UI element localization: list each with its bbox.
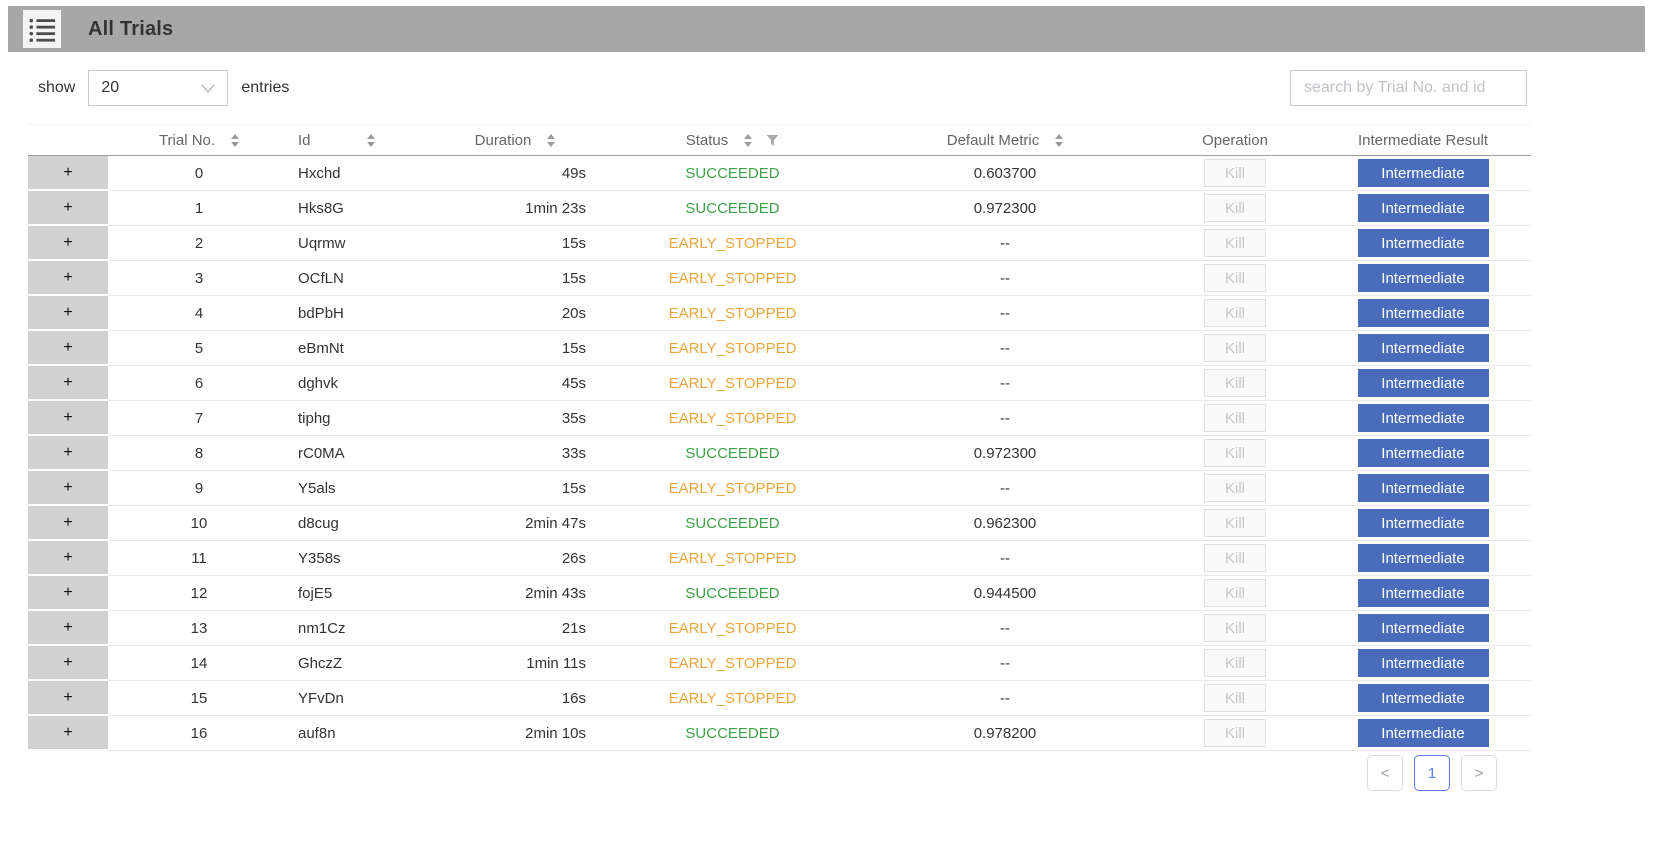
table-row xyxy=(28,366,1531,401)
status-badge: EARLY_STOPPED xyxy=(610,261,855,296)
header-trial-no xyxy=(108,124,290,156)
header-id xyxy=(290,124,420,156)
default-metric-cell: 0.944500 xyxy=(855,576,1155,611)
duration-cell: 15s xyxy=(420,471,610,506)
duration-cell: 45s xyxy=(420,366,610,401)
expand-button[interactable]: + xyxy=(28,716,108,751)
trial-id-cell: Uqrmw xyxy=(290,226,420,261)
expand-button[interactable]: + xyxy=(28,436,108,471)
trials-table xyxy=(28,124,1531,751)
status-badge: SUCCEEDED xyxy=(610,156,855,191)
kill-button[interactable]: Kill xyxy=(1204,404,1266,432)
kill-button[interactable]: Kill xyxy=(1204,614,1266,642)
status-badge: SUCCEEDED xyxy=(610,716,855,751)
trial-id-cell: fojE5 xyxy=(290,576,420,611)
page-title: All Trials xyxy=(88,17,174,40)
expand-button[interactable]: + xyxy=(28,296,108,331)
show-label: show xyxy=(38,79,76,96)
duration-cell: 33s xyxy=(420,436,610,471)
default-metric-cell: -- xyxy=(855,611,1155,646)
status-badge: EARLY_STOPPED xyxy=(610,401,855,436)
trial-no-cell: 11 xyxy=(108,541,290,576)
intermediate-button[interactable]: Intermediate xyxy=(1358,544,1489,572)
kill-button[interactable]: Kill xyxy=(1204,264,1266,292)
expand-button[interactable]: + xyxy=(28,681,108,716)
default-metric-cell: -- xyxy=(855,366,1155,401)
trial-id-cell: d8cug xyxy=(290,506,420,541)
kill-button[interactable]: Kill xyxy=(1204,649,1266,677)
table-row xyxy=(28,191,1531,226)
expand-button[interactable]: + xyxy=(28,156,108,191)
kill-button[interactable]: Kill xyxy=(1204,684,1266,712)
expand-button[interactable]: + xyxy=(28,471,108,506)
title-bar xyxy=(8,6,1645,52)
header-expand xyxy=(28,124,108,156)
duration-cell: 15s xyxy=(420,331,610,366)
status-badge: SUCCEEDED xyxy=(610,576,855,611)
duration-cell: 15s xyxy=(420,261,610,296)
table-row xyxy=(28,611,1531,646)
header-intermediate-result-label: Intermediate Result xyxy=(1357,131,1489,149)
trial-no-cell: 3 xyxy=(108,261,290,296)
table-row xyxy=(28,646,1531,681)
default-metric-cell: -- xyxy=(855,226,1155,261)
default-metric-cell: -- xyxy=(855,681,1155,716)
header-operation-label: Operation xyxy=(1202,131,1268,149)
trial-no-cell: 4 xyxy=(108,296,290,331)
table-row xyxy=(28,401,1531,436)
status-badge: EARLY_STOPPED xyxy=(610,471,855,506)
kill-button[interactable]: Kill xyxy=(1204,509,1266,537)
trial-no-cell: 7 xyxy=(108,401,290,436)
header-duration-label: Duration xyxy=(474,131,532,149)
duration-cell: 35s xyxy=(420,401,610,436)
table-row xyxy=(28,436,1531,471)
duration-cell: 1min 23s xyxy=(420,191,610,226)
header-trial-no-label: Trial No. xyxy=(158,131,216,149)
list-icon xyxy=(23,10,61,48)
expand-button[interactable]: + xyxy=(28,576,108,611)
status-badge: EARLY_STOPPED xyxy=(610,296,855,331)
status-badge: SUCCEEDED xyxy=(610,191,855,226)
duration-cell: 20s xyxy=(420,296,610,331)
default-metric-cell: -- xyxy=(855,471,1155,506)
table-controls xyxy=(38,70,289,106)
trial-no-cell: 5 xyxy=(108,331,290,366)
trial-no-cell: 14 xyxy=(108,646,290,681)
intermediate-button[interactable]: Intermediate xyxy=(1358,439,1489,467)
intermediate-button[interactable]: Intermediate xyxy=(1358,684,1489,712)
kill-button[interactable]: Kill xyxy=(1204,474,1266,502)
status-badge: EARLY_STOPPED xyxy=(610,646,855,681)
default-metric-cell: 0.962300 xyxy=(855,506,1155,541)
sort-icon[interactable] xyxy=(547,134,555,147)
table-body xyxy=(28,156,1531,751)
table-row xyxy=(28,681,1531,716)
default-metric-cell: -- xyxy=(855,296,1155,331)
kill-button[interactable]: Kill xyxy=(1204,299,1266,327)
trial-id-cell: auf8n xyxy=(290,716,420,751)
search-input[interactable] xyxy=(1290,70,1527,106)
trial-no-cell: 9 xyxy=(108,471,290,506)
trial-id-cell: OCfLN xyxy=(290,261,420,296)
trial-no-cell: 2 xyxy=(108,226,290,261)
table-row xyxy=(28,331,1531,366)
expand-button[interactable]: + xyxy=(28,191,108,226)
entries-label: entries xyxy=(241,79,290,96)
trial-id-cell: YFvDn xyxy=(290,681,420,716)
intermediate-button[interactable]: Intermediate xyxy=(1358,649,1489,677)
kill-button[interactable]: Kill xyxy=(1204,579,1266,607)
trial-no-cell: 10 xyxy=(108,506,290,541)
intermediate-button[interactable]: Intermediate xyxy=(1358,334,1489,362)
trial-no-cell: 6 xyxy=(108,366,290,401)
duration-cell: 26s xyxy=(420,541,610,576)
table-row xyxy=(28,541,1531,576)
status-badge: EARLY_STOPPED xyxy=(610,541,855,576)
default-metric-cell: -- xyxy=(855,261,1155,296)
trial-id-cell: eBmNt xyxy=(290,331,420,366)
intermediate-button[interactable]: Intermediate xyxy=(1358,369,1489,397)
trial-no-cell: 13 xyxy=(108,611,290,646)
prev-page-button[interactable]: < xyxy=(1367,755,1403,791)
sort-icon[interactable] xyxy=(367,134,375,147)
expand-button[interactable]: + xyxy=(28,226,108,261)
default-metric-cell: 0.972300 xyxy=(855,191,1155,226)
trial-no-cell: 15 xyxy=(108,681,290,716)
kill-button[interactable]: Kill xyxy=(1204,194,1266,222)
duration-cell: 21s xyxy=(420,611,610,646)
table-row xyxy=(28,506,1531,541)
expand-button[interactable]: + xyxy=(28,331,108,366)
header-status xyxy=(610,124,855,156)
table-header-row xyxy=(28,124,1531,156)
intermediate-button[interactable]: Intermediate xyxy=(1358,719,1489,747)
intermediate-button[interactable]: Intermediate xyxy=(1358,509,1489,537)
trial-id-cell: bdPbH xyxy=(290,296,420,331)
trial-no-cell: 0 xyxy=(108,156,290,191)
table-row xyxy=(28,716,1531,751)
default-metric-cell: -- xyxy=(855,331,1155,366)
status-badge: EARLY_STOPPED xyxy=(610,681,855,716)
duration-cell: 15s xyxy=(420,226,610,261)
duration-cell: 1min 11s xyxy=(420,646,610,681)
intermediate-button[interactable]: Intermediate xyxy=(1358,474,1489,502)
kill-button[interactable]: Kill xyxy=(1204,159,1266,187)
duration-cell: 2min 10s xyxy=(420,716,610,751)
expand-button[interactable]: + xyxy=(28,611,108,646)
trial-id-cell: tiphg xyxy=(290,401,420,436)
pagination xyxy=(1367,755,1497,791)
chevron-down-icon xyxy=(201,81,215,96)
kill-button[interactable]: Kill xyxy=(1204,544,1266,572)
intermediate-button[interactable]: Intermediate xyxy=(1358,264,1489,292)
expand-button[interactable]: + xyxy=(28,506,108,541)
trial-no-cell: 1 xyxy=(108,191,290,226)
duration-cell: 49s xyxy=(420,156,610,191)
intermediate-button[interactable]: Intermediate xyxy=(1358,404,1489,432)
default-metric-cell: 0.603700 xyxy=(855,156,1155,191)
page-size-value: 20 xyxy=(101,79,120,96)
trial-no-cell: 16 xyxy=(108,716,290,751)
trial-id-cell: Y5als xyxy=(290,471,420,506)
intermediate-button[interactable]: Intermediate xyxy=(1358,194,1489,222)
intermediate-button[interactable]: Intermediate xyxy=(1358,614,1489,642)
kill-button[interactable]: Kill xyxy=(1204,719,1266,747)
table-row xyxy=(28,261,1531,296)
header-default-metric xyxy=(855,124,1155,156)
table-row xyxy=(28,471,1531,506)
header-operation xyxy=(1155,124,1315,156)
trial-id-cell: Y358s xyxy=(290,541,420,576)
expand-button[interactable]: + xyxy=(28,541,108,576)
status-badge: EARLY_STOPPED xyxy=(610,611,855,646)
default-metric-cell: -- xyxy=(855,401,1155,436)
default-metric-cell: -- xyxy=(855,541,1155,576)
trial-id-cell: Hks8G xyxy=(290,191,420,226)
duration-cell: 16s xyxy=(420,681,610,716)
header-default-metric-label: Default Metric xyxy=(946,131,1040,149)
status-badge: SUCCEEDED xyxy=(610,436,855,471)
trial-no-cell: 8 xyxy=(108,436,290,471)
trial-id-cell: Hxchd xyxy=(290,156,420,191)
sort-icon[interactable] xyxy=(1055,134,1063,147)
status-badge: EARLY_STOPPED xyxy=(610,331,855,366)
sort-icon[interactable] xyxy=(744,134,752,147)
page-size-select[interactable] xyxy=(88,70,228,106)
page-number-button[interactable]: 1 xyxy=(1414,755,1450,791)
status-badge: SUCCEEDED xyxy=(610,506,855,541)
duration-cell: 2min 47s xyxy=(420,506,610,541)
default-metric-cell: 0.972300 xyxy=(855,436,1155,471)
filter-icon[interactable] xyxy=(766,134,779,147)
header-intermediate-result xyxy=(1315,124,1531,156)
table-row xyxy=(28,296,1531,331)
duration-cell: 2min 43s xyxy=(420,576,610,611)
trial-id-cell: nm1Cz xyxy=(290,611,420,646)
intermediate-button[interactable]: Intermediate xyxy=(1358,159,1489,187)
kill-button[interactable]: Kill xyxy=(1204,229,1266,257)
status-badge: EARLY_STOPPED xyxy=(610,226,855,261)
status-badge: EARLY_STOPPED xyxy=(610,366,855,401)
expand-button[interactable]: + xyxy=(28,646,108,681)
header-id-label: Id xyxy=(298,131,311,149)
expand-button[interactable]: + xyxy=(28,366,108,401)
kill-button[interactable]: Kill xyxy=(1204,439,1266,467)
trial-no-cell: 12 xyxy=(108,576,290,611)
table-row xyxy=(28,156,1531,191)
kill-button[interactable]: Kill xyxy=(1204,334,1266,362)
next-page-button[interactable]: > xyxy=(1461,755,1497,791)
intermediate-button[interactable]: Intermediate xyxy=(1358,229,1489,257)
sort-icon[interactable] xyxy=(231,134,239,147)
intermediate-button[interactable]: Intermediate xyxy=(1358,299,1489,327)
trial-id-cell: dghvk xyxy=(290,366,420,401)
intermediate-button[interactable]: Intermediate xyxy=(1358,579,1489,607)
trial-id-cell: rC0MA xyxy=(290,436,420,471)
default-metric-cell: -- xyxy=(855,646,1155,681)
expand-button[interactable]: + xyxy=(28,401,108,436)
expand-button[interactable]: + xyxy=(28,261,108,296)
table-row xyxy=(28,576,1531,611)
default-metric-cell: 0.978200 xyxy=(855,716,1155,751)
trial-id-cell: GhczZ xyxy=(290,646,420,681)
kill-button[interactable]: Kill xyxy=(1204,369,1266,397)
table-row xyxy=(28,226,1531,261)
header-status-label: Status xyxy=(685,131,729,149)
header-duration xyxy=(420,124,610,156)
